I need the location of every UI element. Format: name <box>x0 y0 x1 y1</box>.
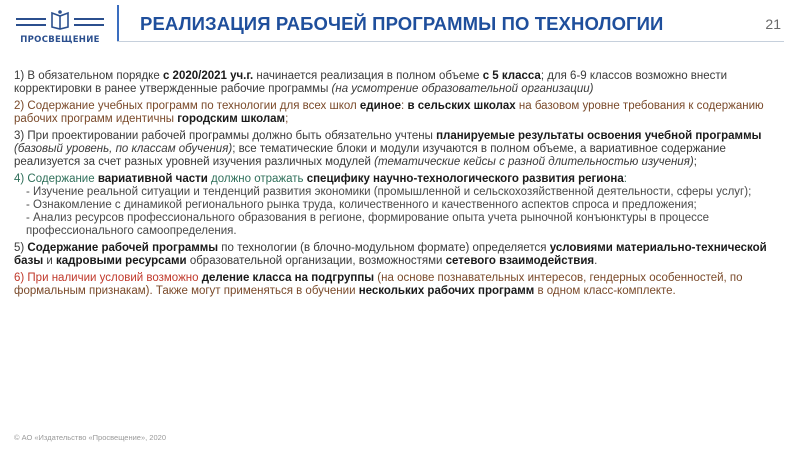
bold-text: кадровыми ресурсами <box>56 255 187 267</box>
bold-text: условиями материально-технической базы <box>14 242 767 267</box>
italic-text: (на усмотрение образовательной организации) <box>331 83 594 95</box>
bold-text: единое <box>359 100 402 112</box>
header-divider <box>117 5 119 41</box>
bold-text: специфику научно-технологического развития региона <box>306 173 624 185</box>
text: в одном класс-комплекте. <box>534 285 676 297</box>
text: 5) <box>14 242 28 254</box>
paragraph-5 <box>14 242 776 268</box>
sub-item: - Изучение реальной ситуации и тенденций развития экономики (промышленной и сельскохозяйственной деятельности, сферы услуг); <box>26 186 752 198</box>
header-underline <box>117 41 784 42</box>
text: ; <box>285 113 289 125</box>
text: 2) Содержание учебных программ по технологии для всех школ <box>14 100 360 112</box>
page-number: 21 <box>765 16 781 32</box>
paragraph-2 <box>14 100 776 126</box>
sub-item: - Анализ ресурсов профессионального образования в регионе, формирование опыта учета рыночной конъюнктуры в процессе профессионального самоопределения. <box>26 212 710 237</box>
bold-text: деление класса на подгруппы <box>201 272 375 284</box>
text: ; для 6-9 классов возможно внести корректировки в ранее утвержденные рабочие программы <box>14 70 728 95</box>
bold-text: городским школам <box>177 113 286 125</box>
paragraph-1 <box>14 70 776 96</box>
text: по технологии (в блочно-модульном формате) определяется <box>218 242 550 254</box>
bold-text: в сельских школах <box>407 100 516 112</box>
bold-text: вариативной части <box>97 173 208 185</box>
text: ; <box>693 156 697 168</box>
text: : <box>623 173 627 185</box>
bold-text: планируемые результаты освоения учебной программы <box>436 130 762 142</box>
content-body <box>14 70 776 302</box>
sub-item: - Ознакомление с динамикой регионального рынка труда, количественного и качественного аспектов спроса и предложения; <box>26 199 697 211</box>
text: должно отражать <box>207 173 307 185</box>
page-title: РЕАЛИЗАЦИЯ РАБОЧЕЙ ПРОГРАММЫ ПО ТЕХНОЛОГИИ <box>140 13 664 34</box>
text: 4) Содержание <box>14 173 98 185</box>
text: (на основе познавательных интересов, гендерных особенностей, по формальным признакам). Также могут применяться в обучении <box>14 272 743 297</box>
bold-text: с 2020/2021 уч.г. <box>162 70 254 82</box>
text: : <box>401 100 408 112</box>
italic-text: (тематические кейсы с разной длительностью изучения) <box>374 156 694 168</box>
text: 1) В обязательном порядке <box>14 70 163 82</box>
text: и <box>43 255 57 267</box>
text: начинается реализация в полном объеме <box>253 70 483 82</box>
bold-text: сетевого взаимодействия <box>445 255 595 267</box>
bold-text: Содержание рабочей программы <box>27 242 219 254</box>
text: на базовом уровне требования к содержанию рабочих программ идентичны <box>14 100 764 125</box>
text: . <box>594 255 598 267</box>
bold-text: нескольких рабочих программ <box>358 285 535 297</box>
paragraph-6 <box>14 272 776 298</box>
text: 3) При проектировании рабочей программы должно быть обязательно учтены <box>14 130 437 142</box>
book-emblem-icon <box>46 8 74 32</box>
italic-text: (базовый уровень, по классам обучения) <box>14 143 233 155</box>
paragraph-3 <box>14 130 776 169</box>
footer-copyright: © АО «Издательство «Просвещение», 2020 <box>14 433 166 442</box>
paragraph-4 <box>14 173 776 238</box>
prosveshchenie-logo <box>16 8 104 52</box>
text: ; все тематические блоки и модули изучаются в полном объеме, а вариативное содержание реализуется за счет разных уровней изучения различных модулей <box>14 143 726 168</box>
text: 6) При наличии условий возможно <box>14 272 202 284</box>
bold-text: с 5 класса <box>482 70 541 82</box>
logo-text: ПРОСВЕЩЕНИЕ <box>20 35 100 45</box>
text: образовательной организации, возможностями <box>186 255 446 267</box>
